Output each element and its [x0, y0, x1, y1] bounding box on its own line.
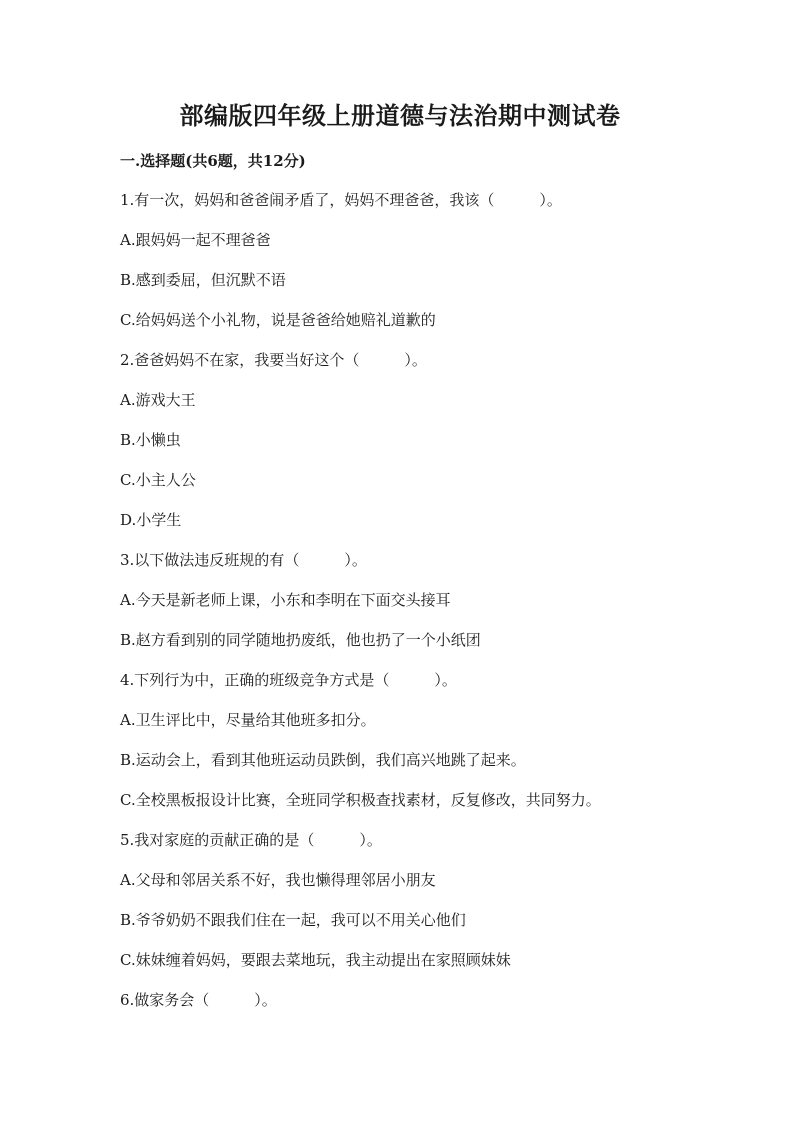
question-stem: 4.下列行为中，正确的班级竞争方式是（ ）。: [120, 671, 457, 689]
answer-option: B.赵方看到别的同学随地扔废纸，他也扔了一个小纸团: [120, 631, 481, 649]
answer-option: B.小懒虫: [120, 431, 181, 449]
answer-option: B.感到委屈，但沉默不语: [120, 271, 286, 289]
answer-option: C.小主人公: [120, 471, 196, 489]
answer-option: C.给妈妈送个小礼物，说是爸爸给她赔礼道歉的: [120, 311, 436, 329]
question-stem: 1.有一次，妈妈和爸爸闹矛盾了，妈妈不理爸爸，我该（ ）。: [120, 191, 562, 209]
question-list: [120, 190, 720, 1030]
answer-option: C.全校黑板报设计比赛，全班同学积极查找素材，反复修改，共同努力。: [120, 791, 601, 809]
question-stem: 5.我对家庭的贡献正确的是（ ）。: [120, 831, 382, 849]
section-heading: 一.选择题(共6题，共12分): [120, 152, 306, 170]
answer-option: C.妹妹缠着妈妈，要跟去菜地玩，我主动提出在家照顾妹妹: [120, 951, 511, 969]
answer-option: A.卫生评比中，尽量给其他班多扣分。: [120, 711, 376, 729]
question-stem: 3.以下做法违反班规的有（ ）。: [120, 551, 367, 569]
answer-option: B.运动会上，看到其他班运动员跌倒，我们高兴地跳了起来。: [120, 751, 526, 769]
answer-option: D.小学生: [120, 511, 182, 529]
question-stem: 6.做家务会（ ）。: [120, 991, 277, 1009]
answer-option: A.父母和邻居关系不好，我也懒得理邻居小朋友: [120, 871, 436, 889]
page-title: 部编版四年级上册道德与法治期中测试卷: [179, 101, 621, 130]
answer-option: B.爷爷奶奶不跟我们住在一起，我可以不用关心他们: [120, 911, 466, 929]
answer-option: A.游戏大王: [120, 391, 196, 409]
question-stem: 2.爸爸妈妈不在家，我要当好这个（ ）。: [120, 351, 427, 369]
answer-option: A.跟妈妈一起不理爸爸: [120, 231, 271, 249]
answer-option: A.今天是新老师上课，小东和李明在下面交头接耳: [120, 591, 451, 609]
